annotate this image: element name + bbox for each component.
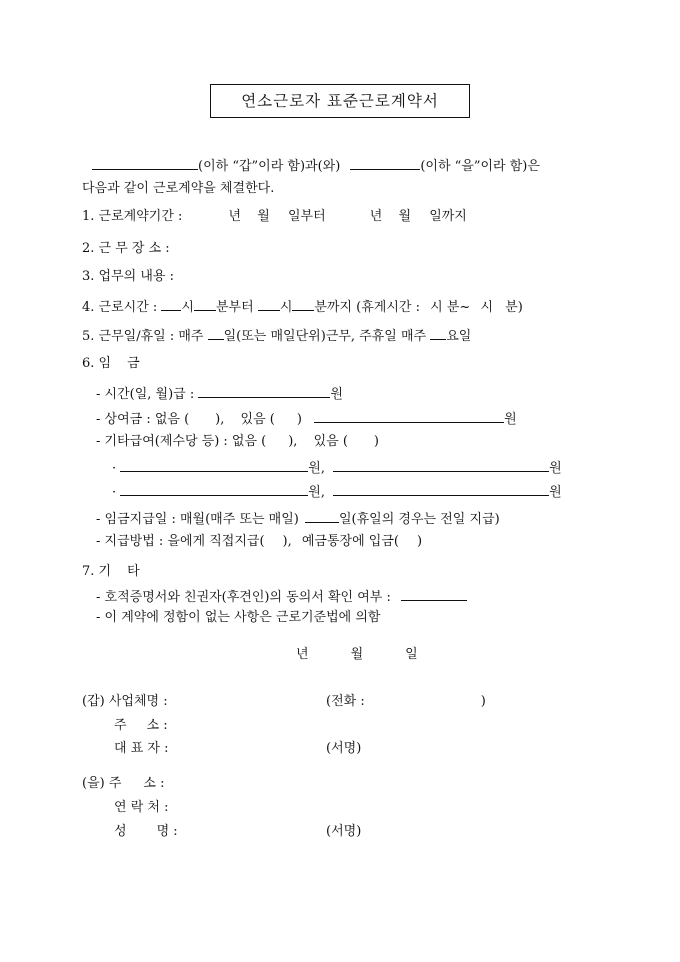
allowance-yes-close: ) [373, 434, 379, 449]
won-label: 원, [308, 461, 325, 476]
item-working-hours [82, 296, 523, 317]
employer-representative: 대 표 자 : [114, 741, 169, 756]
address-label-2: 소 : [146, 718, 168, 733]
name-label-1: 성 [114, 824, 127, 839]
employer-phone [326, 693, 486, 711]
won-label: 원 [549, 485, 562, 500]
payment-method-label: - 지급방법 : 을에게 직접지급( [96, 534, 265, 549]
phone-label: (전화 : [326, 694, 365, 709]
year-label: 년 [228, 209, 242, 224]
item6-label-2: 금 [127, 356, 140, 371]
month-label: 월 [350, 647, 364, 662]
hour-label: 시 [430, 300, 443, 315]
day-from-label: 일부터 [287, 209, 326, 224]
workdays-text: 일(또는 매일단위)근무, 주휴일 매주 [223, 329, 427, 344]
allowance-amount-blank[interactable] [333, 457, 549, 472]
labor-law-note: - 이 계약에 정함이 없는 사항은 근로기준법에 의함 [96, 610, 381, 625]
item1-label: 1. 근로계약기간 : [82, 209, 183, 224]
item-workdays [82, 325, 471, 346]
bullet-icon: · [112, 461, 117, 476]
day-label: 일 [405, 647, 418, 662]
direct-pay-close: ), [282, 534, 292, 549]
won-label: 원 [549, 461, 562, 476]
address-label-1: 주 [114, 718, 127, 733]
year-label: 년 [296, 647, 309, 662]
month-label: 월 [398, 209, 412, 224]
end-minute-blank[interactable] [292, 296, 314, 311]
hour-label: 시 [279, 300, 293, 315]
workdays-blank[interactable] [208, 325, 224, 340]
hour-label: 시 [181, 300, 194, 315]
bonus-yes-close: ) [296, 412, 302, 427]
employer-name-row: (갑) 사업체명 : [82, 694, 168, 709]
allowance-none-close: ), [288, 434, 298, 449]
item-job-description: 3. 업무의 내용 : [82, 269, 174, 284]
allowance-row-2 [112, 481, 562, 502]
month-label: 월 [257, 209, 270, 224]
allowance-item-blank[interactable] [120, 457, 308, 472]
bonus-none-close: ), [215, 412, 225, 427]
intro-line-1 [92, 155, 540, 176]
wage-other-allowance [96, 433, 379, 451]
minute-to-label: 분까지 (휴게시간 : [314, 300, 420, 315]
wage-hourly [96, 383, 343, 404]
allowance-yes-label: 있음 ( [313, 434, 348, 449]
wage-payday [96, 508, 500, 529]
minute-from-label: 분부터 [215, 300, 254, 315]
name-label-2: 명 : [156, 824, 178, 839]
employer-address [114, 717, 168, 735]
allowance-amount-blank[interactable] [333, 481, 549, 496]
weekly-holiday-blank[interactable] [430, 325, 446, 340]
wage-bonus [96, 408, 517, 429]
phone-close: ) [480, 694, 486, 709]
bullet-icon: · [112, 485, 117, 500]
employee-address-label-2: 소 : [143, 776, 165, 791]
item-wages [82, 355, 140, 373]
item6-label: 6. 임 [82, 356, 112, 371]
payday-note: 일(휴일의 경우는 전일 지급) [338, 512, 500, 527]
hourly-wage-label: - 시간(일, 월)급 : [96, 387, 195, 402]
employer-blank[interactable] [92, 155, 198, 170]
intro-eul-text: (이하 “을”이라 함)은 [420, 159, 540, 174]
minute-range-label: 분~ [446, 300, 471, 315]
employee-signature[interactable]: (서명) [326, 824, 362, 839]
won-label: 원 [504, 412, 517, 427]
won-label: 원 [330, 387, 343, 402]
employee-address [82, 775, 164, 793]
weekday-label: 요일 [446, 329, 472, 344]
allowance-item-blank[interactable] [120, 481, 308, 496]
contract-date [296, 646, 418, 664]
payday-label: - 임금지급일 : 매월(매주 또는 매일) [96, 512, 299, 527]
wage-payment-method [96, 533, 422, 551]
bonus-label: - 상여금 : 없음 ( [96, 412, 190, 427]
bonus-amount-blank[interactable] [314, 408, 504, 423]
hour-label: 시 [480, 300, 493, 315]
intro-gap-text: (이하 “갑”이라 함)과(와) [198, 159, 341, 174]
item-other [82, 563, 140, 581]
item-workplace: 2. 근 무 장 소 : [82, 241, 170, 256]
year-label: 년 [369, 209, 383, 224]
item5-label: 5. 근무일/휴일 : 매주 [82, 329, 204, 344]
bonus-yes-label: 있음 ( [240, 412, 275, 427]
intro-line-2: 다음과 같이 근로계약을 체결한다. [82, 181, 275, 196]
payday-blank[interactable] [305, 508, 339, 523]
item7-label-2: 타 [127, 564, 140, 579]
allowance-row-1 [112, 457, 562, 478]
day-to-label: 일까지 [429, 209, 467, 224]
document-title: 연소근로자 표준근로계약서 [210, 84, 470, 118]
employee-contact: 연 락 처 : [114, 800, 169, 815]
minute-end-label: 분) [505, 300, 523, 315]
consent-check-blank[interactable] [401, 586, 467, 601]
bank-deposit-label: 예금통장에 입금( [301, 534, 399, 549]
won-label: 원, [308, 485, 325, 500]
end-hour-blank[interactable] [258, 296, 280, 311]
bank-deposit-close: ) [417, 534, 423, 549]
item-contract-period [82, 208, 467, 226]
item4-label: 4. 근로시간 : [82, 300, 158, 315]
employee-blank[interactable] [350, 155, 420, 170]
start-minute-blank[interactable] [194, 296, 216, 311]
item7-label: 7. 기 [82, 564, 112, 579]
consent-check [96, 586, 467, 607]
employee-address-label-1: (을) 주 [82, 776, 122, 791]
start-hour-blank[interactable] [161, 296, 181, 311]
consent-check-text: - 호적증명서와 친권자(후견인)의 동의서 확인 여부 : [96, 590, 391, 605]
hourly-wage-blank[interactable] [198, 383, 330, 398]
employee-name [114, 823, 178, 841]
employer-signature[interactable]: (서명) [326, 741, 362, 756]
other-allowance-label: - 기타급여(제수당 등) : 없음 ( [96, 434, 267, 449]
